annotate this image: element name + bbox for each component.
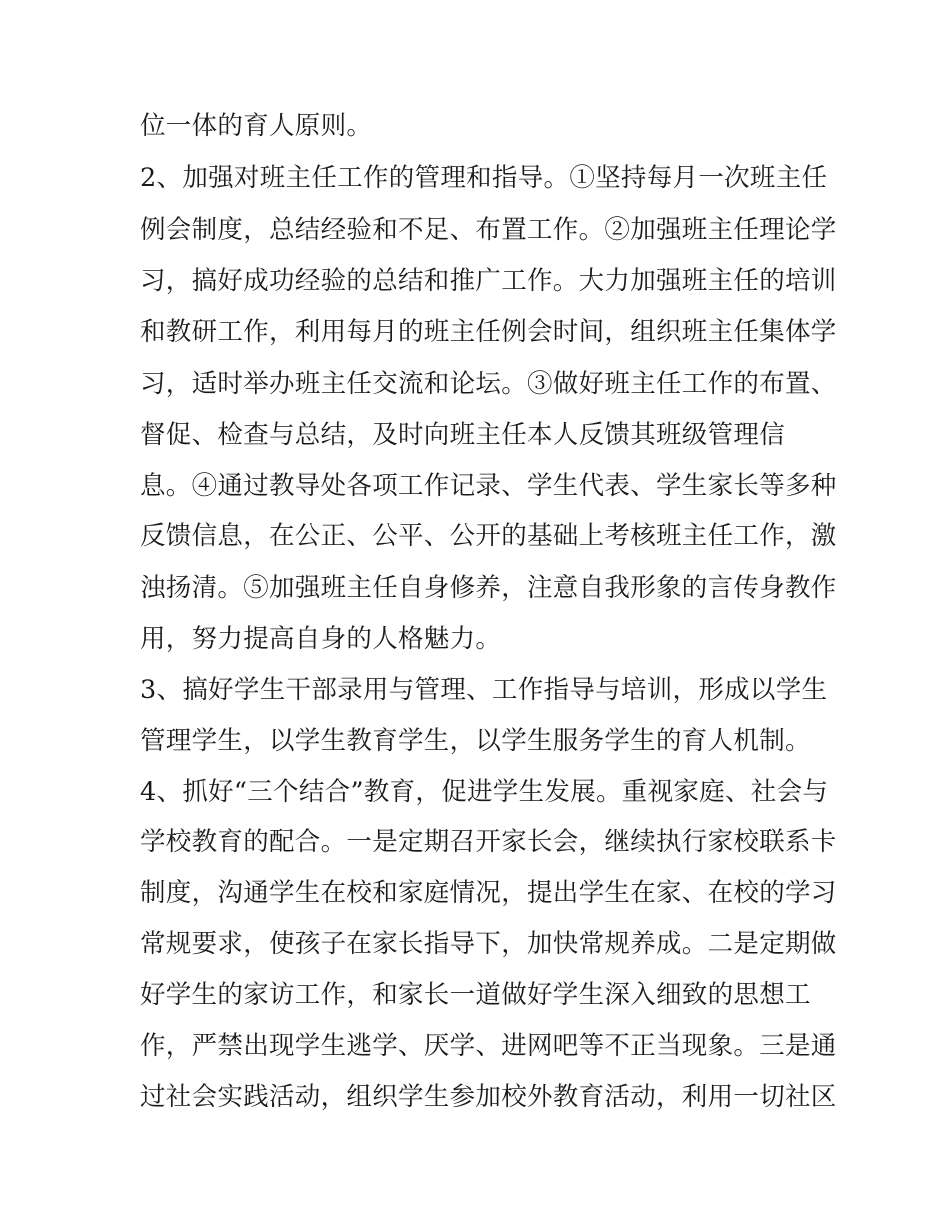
text-line: 习，适时举办班主任交流和论坛。③做好班主任工作的布置、 bbox=[140, 369, 837, 399]
text-line: 好学生的家访工作，和家长一道做好学生深入细致的思想工 bbox=[140, 980, 811, 1010]
text-line: 作，严禁出现学生逃学、厌学、进网吧等不正当现象。三是通 bbox=[140, 1031, 837, 1061]
text-line: 位一体的育人原则。 bbox=[140, 111, 373, 141]
text-line: 用，努力提高自身的人格魅力。 bbox=[140, 624, 502, 654]
text-line: 学校教育的配合。一是定期召开家长会，继续执行家校联系卡 bbox=[140, 827, 837, 857]
text-line: 反馈信息，在公正、公平、公开的基础上考核班主任工作，激 bbox=[140, 521, 837, 551]
text-line: 例会制度，总结经验和不足、布置工作。②加强班主任理论学 bbox=[140, 215, 837, 245]
text-line: 过社会实践活动，组织学生参加校外教育活动，利用一切社区 bbox=[140, 1082, 837, 1112]
text-line: 4、抓好“三个结合”教育，促进学生发展。重视家庭、社会与 bbox=[140, 777, 829, 807]
text-line: 3、搞好学生干部录用与管理、工作指导与培训，形成以学生 bbox=[140, 675, 828, 705]
text-line: 督促、检查与总结，及时向班主任本人反馈其班级管理信 bbox=[140, 420, 786, 450]
text-line: 息。④通过教导处各项工作记录、学生代表、学生家长等多种 bbox=[140, 471, 837, 501]
text-line: 管理学生，以学生教育学生，以学生服务学生的育人机制。 bbox=[140, 726, 811, 756]
text-line: 制度，沟通学生在校和家庭情况，提出学生在家、在校的学习 bbox=[140, 878, 837, 908]
text-line: 常规要求，使孩子在家长指导下，加快常规养成。二是定期做 bbox=[140, 929, 837, 959]
text-line: 2、加强对班主任工作的管理和指导。①坚持每月一次班主任 bbox=[140, 163, 828, 193]
text-line: 浊扬清。⑤加强班主任自身修养，注意自我形象的言传身教作 bbox=[140, 573, 837, 603]
text-line: 和教研工作，利用每月的班主任例会时间，组织班主任集体学 bbox=[140, 317, 837, 347]
text-line: 习，搞好成功经验的总结和推广工作。大力加强班主任的培训 bbox=[140, 266, 837, 296]
